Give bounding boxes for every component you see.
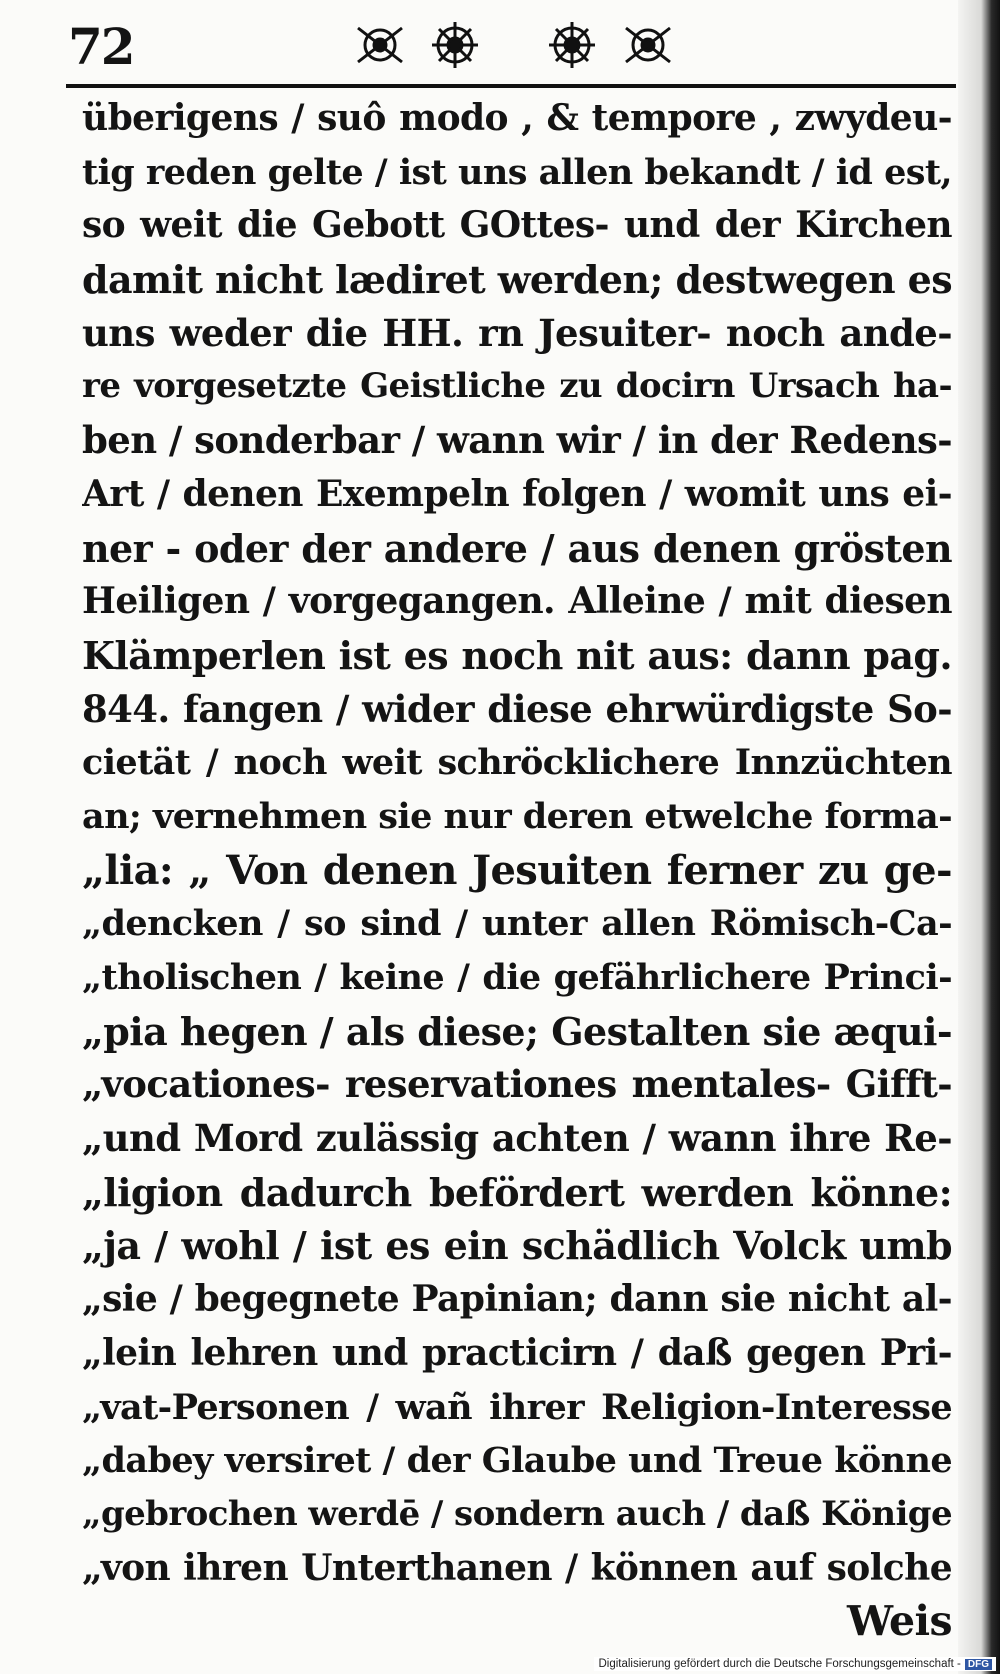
credit-text: Digitalisierung gefördert durch die Deutsche Forschungsgemeinschaft -	[598, 1658, 961, 1670]
text-line: „lein lehren und practicirn / daß gegen Pri-	[82, 1331, 952, 1374]
page-number: 72	[68, 17, 134, 76]
text-line: Klämperlen ist es noch nit aus: dann pag.	[82, 632, 952, 678]
text-line: so weit die Gebott GOttes- und der Kirchen	[82, 204, 952, 247]
text-line: „und Mord zulässig achten / wann ihre Re-	[82, 1116, 952, 1161]
text-line: damit nicht lædiret werden; destwegen es	[82, 257, 952, 303]
page-text	[82, 92, 952, 1649]
text-line: uns weder die HH. rn Jesuiter- noch ande-	[82, 310, 952, 355]
text-line: Art / denen Exempeln folgen / womit uns ei-	[82, 472, 952, 515]
header-rule	[66, 84, 956, 88]
catchword: Weis	[846, 1597, 952, 1646]
text-line: „lia: „ Von denen Jesuiten ferner zu ge-	[82, 846, 952, 894]
text-line: überigens / suô modo , & tempore , zwydeu-	[82, 97, 952, 139]
text-line: cietät / noch weit schröcklichere Innzüchten	[82, 742, 952, 784]
header-ornament	[350, 16, 680, 74]
text-line: ben / sonderbar / wann wir / in der Redens-	[82, 418, 952, 463]
text-line: „gebrochen werdē / sondern auch / daß Könige	[82, 1493, 952, 1534]
text-line: Heiligen / vorgegangen. Alleine / mit diesen	[82, 580, 952, 623]
text-line: „ligion dadurch befördert werden könne:	[82, 1169, 952, 1215]
text-line: „vat-Personen / wañ ihrer Religion-Interesse	[82, 1386, 952, 1428]
text-line: tig reden gelte / ist uns allen bekandt / id est,	[82, 151, 952, 193]
text-line: „pia hegen / als diese; Gestalten sie æqui-	[82, 1008, 952, 1054]
text-line: an; vernehmen sie nur deren etwelche forma-	[82, 795, 952, 837]
text-line: „dencken / so sind / unter allen Römisch-Ca-	[82, 903, 952, 945]
text-line: „vocationes- reservationes mentales- Gifft-	[82, 1062, 952, 1107]
text-line: „ja / wohl / ist es ein schädlich Volck umb	[82, 1223, 952, 1269]
text-line: „von ihren Unterthanen / können auf solche	[82, 1546, 952, 1589]
text-line: ner - oder der andere / aus denen grösten	[82, 525, 952, 571]
text-line: „tholischen / keine / die gefährlichere Princi-	[82, 957, 952, 998]
digitization-credit	[594, 1657, 996, 1671]
text-line: „dabey versiret / der Glaube und Treue könne	[82, 1440, 952, 1482]
scan-edge-shadow	[958, 0, 1000, 1674]
dfg-logo: DFG	[965, 1659, 992, 1670]
text-line: „sie / begegnete Papinian; dann sie nicht al-	[82, 1278, 952, 1321]
text-line: re vorgesetzte Geistliche zu docirn Ursach ha-	[82, 366, 952, 407]
text-line: 844. fangen / wider diese ehrwürdigste So-	[82, 686, 952, 731]
